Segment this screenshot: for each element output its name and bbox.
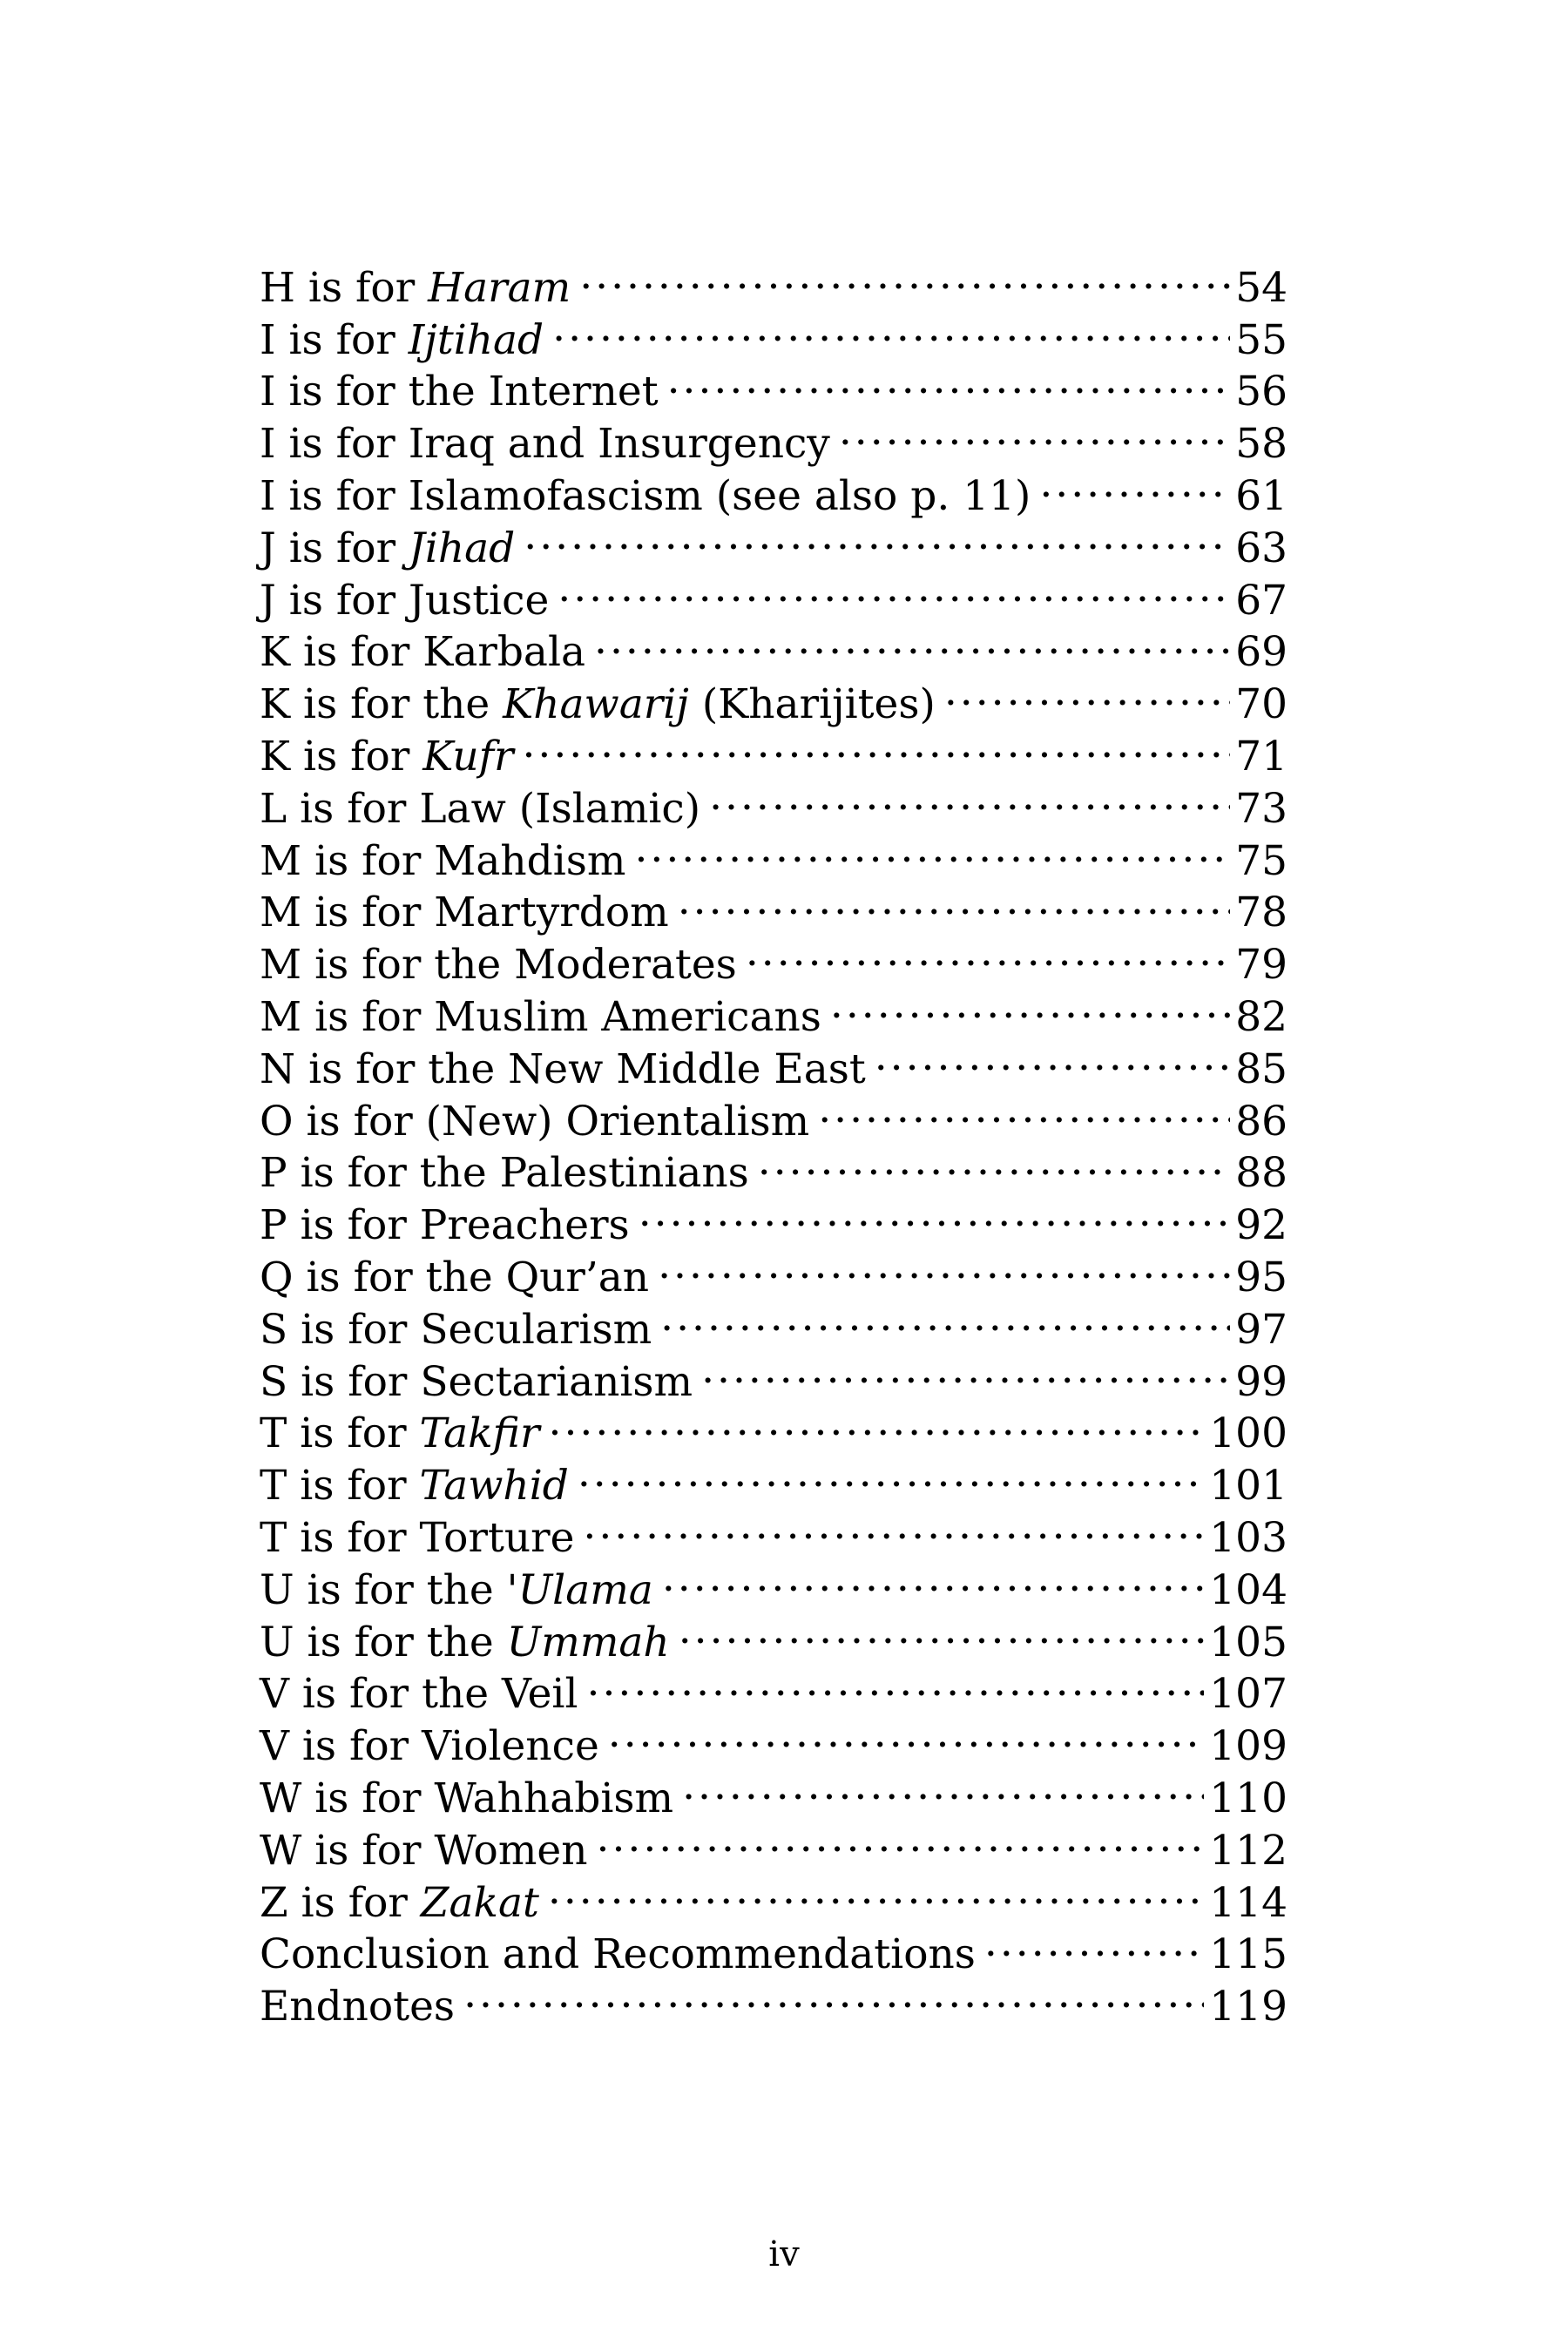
dot-leader	[839, 405, 1230, 457]
dot-leader	[594, 614, 1230, 666]
toc-entry-page: 101	[1209, 1462, 1288, 1511]
dot-leader	[682, 1760, 1204, 1812]
page-number: iv	[768, 2234, 800, 2274]
toc-entry-title: Q is for the Qur’an	[260, 1253, 650, 1301]
toc-entry-title: S is for Secularism	[260, 1305, 652, 1354]
toc-entry-title: K is for the Khawarij (Kharijites)	[260, 680, 936, 729]
dot-leader	[667, 354, 1231, 406]
table-of-contents	[260, 249, 1288, 2031]
dot-leader	[522, 718, 1230, 770]
toc-entry-title: M is for the Moderates	[260, 941, 737, 990]
toc-entry-page: 67	[1235, 576, 1288, 625]
dot-leader	[549, 1396, 1205, 1448]
toc-entry-page: 112	[1209, 1826, 1288, 1875]
toc-entry-title: K is for Kufr	[260, 732, 514, 781]
toc-entry-title: I is for the Internet	[260, 368, 659, 416]
toc-entry-page: 105	[1209, 1618, 1288, 1666]
toc-entry-title: J is for Jihad	[260, 524, 516, 572]
toc-entry-page: 56	[1235, 368, 1288, 416]
toc-entry-page: 119	[1209, 1983, 1288, 2031]
dot-leader	[608, 1707, 1205, 1760]
dot-leader	[701, 1343, 1230, 1396]
dot-leader	[639, 1186, 1231, 1239]
toc-entry-page: 97	[1235, 1305, 1288, 1354]
dot-leader	[875, 1031, 1230, 1083]
toc-entry-title: T is for Tawhid	[260, 1462, 569, 1511]
toc-entry-page: 69	[1235, 628, 1288, 677]
toc-entry-title: I is for Islamofascism (see also p. 11)	[260, 471, 1031, 520]
toc-entry-title: W is for Wahhabism	[260, 1774, 674, 1822]
toc-entry-title: P is for Preachers	[260, 1201, 630, 1250]
toc-entry-page: 95	[1235, 1253, 1288, 1301]
toc-entry-page: 82	[1235, 992, 1288, 1041]
toc-entry-title: T is for Torture	[260, 1513, 575, 1562]
dot-leader	[679, 1604, 1205, 1656]
dot-leader	[709, 770, 1230, 822]
dot-leader	[597, 1812, 1205, 1864]
toc-entry-title: Conclusion and Recommendations	[260, 1930, 976, 1979]
toc-entry-title: O is for (New) Orientalism	[260, 1097, 810, 1146]
dot-leader	[830, 978, 1230, 1031]
toc-entry-page: 75	[1235, 836, 1288, 885]
toc-entry	[260, 249, 1288, 312]
toc-entry-title: V is for the Veil	[260, 1670, 578, 1719]
toc-entry-title: K is for Karbala	[260, 628, 586, 677]
dot-leader	[984, 1916, 1204, 1969]
toc-entry-title: H is for Haram	[260, 263, 571, 312]
toc-entry-title: L is for Law (Islamic)	[260, 784, 701, 833]
toc-entry-title: U is for the 'Ulama	[260, 1565, 653, 1614]
toc-entry-title: Z is for Zakat	[260, 1878, 539, 1927]
dot-leader	[662, 1551, 1204, 1604]
toc-entry-page: 114	[1209, 1878, 1288, 1927]
toc-entry-title: N is for the New Middle East	[260, 1044, 866, 1093]
toc-entry-page: 63	[1235, 524, 1288, 572]
toc-entry-title: V is for Violence	[260, 1722, 599, 1771]
toc-entry-title: M is for Mahdism	[260, 836, 626, 885]
toc-entry-page: 79	[1235, 941, 1288, 990]
toc-entry-page: 104	[1209, 1565, 1288, 1614]
toc-entry-page: 88	[1235, 1149, 1288, 1198]
toc-entry-page: 55	[1235, 315, 1288, 364]
toc-entry-page: 107	[1209, 1670, 1288, 1719]
toc-entry-page: 70	[1235, 680, 1288, 729]
toc-entry-title: U is for the Ummah	[260, 1618, 670, 1666]
dot-leader	[558, 562, 1230, 614]
dot-leader	[579, 249, 1230, 301]
dot-leader	[634, 822, 1230, 875]
toc-entry-title: J is for Justice	[260, 576, 550, 625]
toc-entry-page: 58	[1235, 420, 1288, 469]
toc-entry-title: S is for Sectarianism	[260, 1357, 693, 1406]
toc-entry-page: 103	[1209, 1513, 1288, 1562]
toc-entry-page: 99	[1235, 1357, 1288, 1406]
toc-entry-title: M is for Muslim Americans	[260, 992, 821, 1041]
toc-entry-title: I is for Iraq and Insurgency	[260, 420, 830, 469]
toc-entry-page: 85	[1235, 1044, 1288, 1093]
toc-entry-page: 92	[1235, 1201, 1288, 1250]
dot-leader	[660, 1291, 1230, 1343]
toc-entry-page: 61	[1235, 471, 1288, 520]
toc-entry-page: 110	[1209, 1774, 1288, 1822]
toc-entry-page: 100	[1209, 1409, 1288, 1458]
toc-entry-title: W is for Women	[260, 1826, 588, 1875]
dot-leader	[463, 1968, 1204, 2020]
toc-entry-page: 109	[1209, 1722, 1288, 1771]
toc-entry-page: 78	[1235, 889, 1288, 937]
toc-entry-page: 54	[1235, 263, 1288, 312]
toc-entry-title: T is for Takfir	[260, 1409, 540, 1458]
dot-leader	[746, 926, 1230, 978]
toc-entry-page: 73	[1235, 784, 1288, 833]
dot-leader	[524, 510, 1230, 562]
dot-leader	[944, 666, 1230, 718]
dot-leader	[758, 1135, 1230, 1187]
dot-leader	[658, 1239, 1230, 1291]
dot-leader	[548, 1864, 1204, 1916]
dot-leader	[578, 1447, 1204, 1499]
dot-leader	[552, 301, 1230, 354]
toc-entry-page: 71	[1235, 732, 1288, 781]
dot-leader	[818, 1083, 1230, 1135]
dot-leader	[678, 875, 1230, 927]
dot-leader	[587, 1656, 1205, 1708]
toc-entry-title: I is for Ijtihad	[260, 315, 544, 364]
toc-entry-title: Endnotes	[260, 1983, 456, 2031]
toc-entry-title: P is for the Palestinians	[260, 1149, 749, 1198]
toc-entry-page: 86	[1235, 1097, 1288, 1146]
dot-leader	[1039, 457, 1230, 510]
dot-leader	[583, 1499, 1204, 1551]
toc-entry-title: M is for Martyrdom	[260, 889, 669, 937]
toc-entry-page: 115	[1209, 1930, 1288, 1979]
